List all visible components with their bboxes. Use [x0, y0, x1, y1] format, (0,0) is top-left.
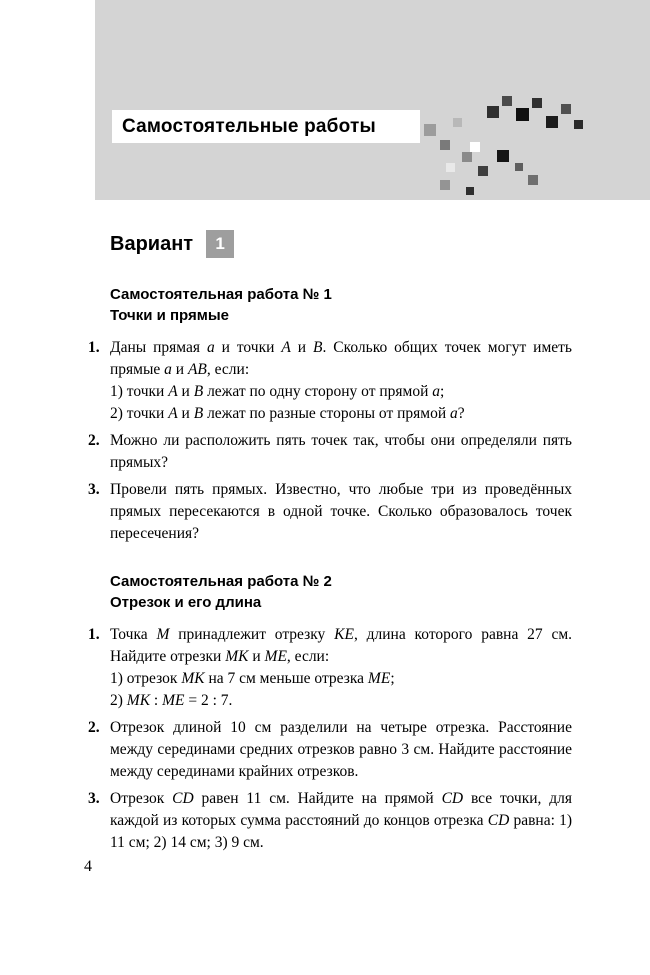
- pixel-decoration: [515, 163, 523, 171]
- problem-text: Отрезок CD равен 11 см. Найдите на прямой CD все точки, для каждой из которых сумма расстояний до концов отрезка CD равна: 1) 11 см; 2) 14 см; 3) 9 см.: [110, 790, 573, 851]
- pixel-decoration: [528, 175, 538, 185]
- problem-number: 1.: [88, 626, 100, 643]
- problem-text: Можно ли расположить пять точек так, чтобы они определяли пять прямых?: [110, 432, 572, 471]
- section-subtitle: Точки и прямые: [110, 307, 230, 324]
- section-subtitle: Отрезок и его длина: [110, 594, 262, 611]
- pixel-decoration: [574, 120, 583, 129]
- problem: [88, 717, 572, 783]
- pixel-decoration: [424, 124, 436, 136]
- pixel-decoration: [487, 106, 499, 118]
- problem-text: Даны прямая a и точки A и B. Сколько общих точек могут иметь прямые a и AB, если: 1) точки A и B лежат по одну сторону от прямой a; 2) точки A и B лежат по разные стороны от прямой a?: [110, 339, 572, 422]
- pixel-decoration: [470, 142, 480, 152]
- section-title: Самостоятельная работа № 2: [110, 573, 332, 590]
- chapter-title-strip: [112, 110, 420, 143]
- pixel-decoration: [516, 108, 529, 121]
- page-content: [0, 200, 650, 859]
- pixel-decoration: [440, 140, 450, 150]
- pixel-decoration: [462, 152, 472, 162]
- chapter-title: Самостоятельные работы: [122, 115, 376, 137]
- problem-number: 2.: [88, 719, 100, 736]
- problem: [88, 788, 572, 854]
- header-band: [95, 0, 650, 200]
- variant-label: Вариант: [110, 232, 194, 255]
- problem-number: 3.: [88, 790, 100, 807]
- section-work-1: [88, 286, 572, 545]
- problem: [88, 479, 572, 545]
- problem-text: Провели пять прямых. Известно, что любые три из проведённых прямых пересекаются в одной точке. Сколько образовалось точек пересечения?: [110, 481, 572, 542]
- problem: [88, 430, 572, 474]
- problem: [88, 624, 572, 712]
- pixel-decoration: [532, 98, 542, 108]
- problem-number: 1.: [88, 339, 100, 356]
- pixel-decoration: [440, 180, 450, 190]
- page-number: 4: [84, 858, 92, 875]
- problem-text: Точка M принадлежит отрезку KE, длина которого равна 27 см. Найдите отрезки MK и ME, если: 1) отрезок MK на 7 см меньше отрезка ME; 2) MK : ME = 2 : 7.: [110, 626, 573, 709]
- pixel-decoration: [502, 96, 512, 106]
- section-title: Самостоятельная работа № 1: [110, 286, 332, 303]
- pixel-decoration: [466, 187, 474, 195]
- section-work-2: [88, 573, 573, 854]
- pixel-decoration: [478, 166, 488, 176]
- problem-number: 3.: [88, 481, 100, 498]
- pixel-decoration: [561, 104, 571, 114]
- problem-list: [88, 337, 572, 545]
- problem: [88, 337, 572, 425]
- problem-list: [88, 624, 573, 854]
- pixel-decoration: [453, 118, 462, 127]
- problem-text: Отрезок длиной 10 см разделили на четыре отрезка. Расстояние между серединами средних отрезков равно 3 см. Найдите расстояние между серединами крайних отрезков.: [110, 719, 572, 780]
- variant-heading: [110, 230, 572, 258]
- pixel-decoration: [497, 150, 509, 162]
- variant-number-badge: 1: [206, 230, 234, 258]
- pixel-decoration: [546, 116, 558, 128]
- pixel-decoration: [446, 163, 455, 172]
- problem-number: 2.: [88, 432, 100, 449]
